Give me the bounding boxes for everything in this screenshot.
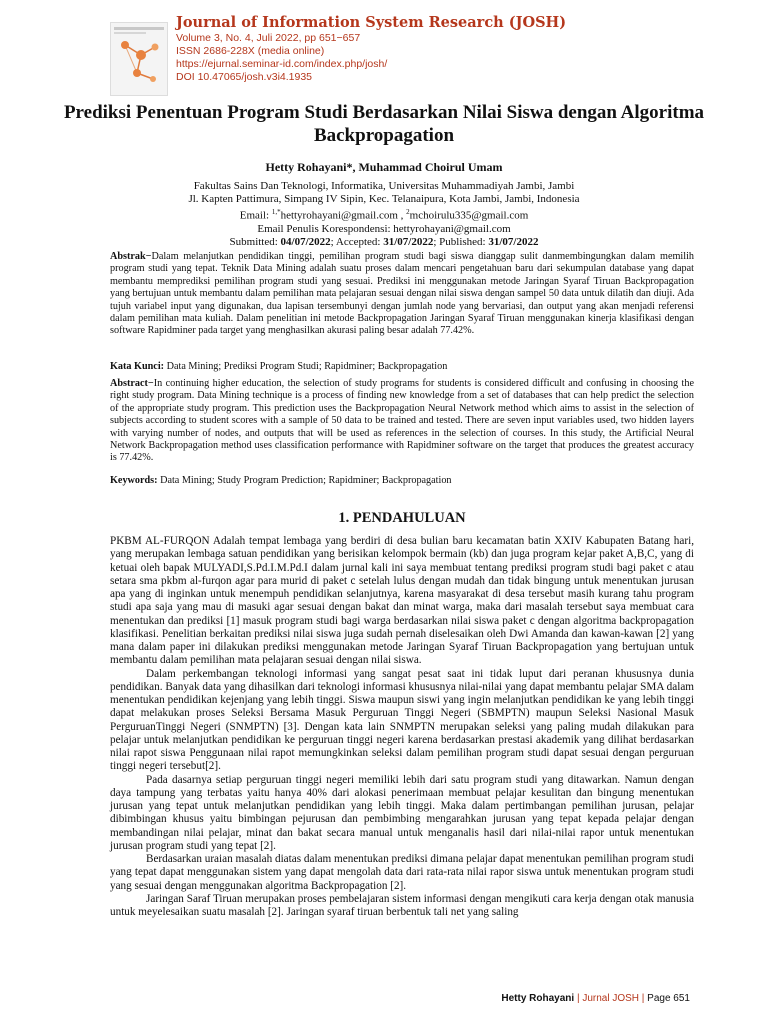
paper-authors: Hetty Rohayani*, Muhammad Choirul Umam [265, 160, 503, 174]
correspondence-email: Email Penulis Korespondensi: hettyrohayani@gmail.com [257, 222, 511, 235]
abstract-english [110, 378, 694, 465]
affiliation-line-1: Fakultas Sains Dan Teknologi, Informatika, Universitas Muhammadiyah Jambi, Jambi [193, 180, 575, 192]
keywords-en-label: Keywords: [110, 475, 161, 486]
keywords-indonesian [110, 361, 694, 373]
keywords-english [110, 475, 694, 487]
email-sup-1: 1,* [271, 208, 281, 216]
body-paragraph-3: Pada dasarnya setiap perguruan tinggi negeri memiliki lebih dari satu program studi yang ditawarkan. Namun dengan daya tampung yang terbatas yaitu hanya 40% dari alokasi penerimaan membuat pelajar kesulitan dan bingung menentukan jurusan yang tepat untuk melanjutkan pendidikan yang lebih tinggi. Maka dalam pertimbangan pemilihan jurusan, pelajar dibimbingan khusus yaitu bimbingan pejurusan dan pembimbing mengarahkan jurusan yang tepat kepada pelajar dengan membandingan nilai pelajar, minat dan bakat secara manual untuk menganalis hasil dari nilai-nilai rapor untuk menentukan jurusan program studi yang tepat [2]. [110, 773, 694, 852]
section-heading: 1. PENDAHULUAN [338, 510, 466, 526]
journal-doi[interactable]: DOI 10.47065/josh.v3i4.1935 [176, 71, 313, 83]
submission-dates [60, 236, 708, 249]
accepted-label: ; Accepted: [330, 235, 384, 248]
published-date: 31/07/2022 [488, 235, 539, 248]
page-footer [500, 993, 690, 1004]
paper-title: Prediksi Penentuan Program Studi Berdasarkan Nilai Siswa dengan Algoritma Backpropagation [63, 102, 705, 146]
journal-info [176, 14, 566, 84]
footer-journal: Jurnal JOSH [582, 993, 640, 1004]
footer-page: Page 651 [647, 993, 690, 1004]
published-label: ; Published: [433, 235, 489, 248]
keywords-en-text: Data Mining; Study Program Prediction; Rapidminer; Backpropagation [160, 475, 452, 486]
abstract-id-text: Dalam melanjutkan pendidikan tinggi, pemilihan program studi bagi siswa dianggap sulit danmembingungkan dalam memilih program studi yang tepat. Teknik Data Mining adalah suatu proses dalam mencari pengetahuan baru dari sekumpulan database yang dapat membantu memprediksi pemilihan program studi yang sesuai. Prediksi ini menggunakan metode Jaringan Syaraf Tiruan Backpropagation yang bertujuan untuk membantu dalam pemilihan mata pelajaran sesuai dengan nilai siswa dengan sampel 50 data untuk dilatih dan diuji. Ada tujuh variabel input yang digunakan, dua lapisan tersembunyi dengan jumlah node yang bervariasi, dan output yang akan menjadi referensi dalam pemilihan mata kuliah. Dalam penelitian ini metode Backpropagation Jaringan Syaraf Tiruan menggunakan kinerja klasifikasi dengan software Rapidminer pada target yang menghasilkan akurasi paling besar adalah 77.42%. [110, 251, 694, 337]
accepted-date: 31/07/2022 [383, 235, 434, 248]
footer-separator-2: | [639, 993, 648, 1004]
affiliation-block [60, 180, 708, 249]
journal-issn: ISSN 2686-228X (media online) [176, 45, 325, 57]
journal-cover-logo [110, 22, 168, 96]
submitted-date: 04/07/2022 [280, 235, 331, 248]
email-2[interactable]: mchoirulu335@gmail.com [409, 209, 529, 222]
body-paragraph-1: PKBM AL-FURQON Adalah tempat lembaga yang berdiri di desa bulian baru kecamatan batin XXIV Kabupaten Batang hari, yang merupakan lembaga satuan pendidikan yang berisikan kelompok bermain (kb) dan juga program kejar paket A,B,C, yang di ketuai oleh bapak MULYADI,S.Pd.I.M.Pd.I dalam jurnal kali ini saya membuat tentang prediksi program studi bagi paket c atau setara sma pkbm al-furqon agar para murid di paket c setelah lulus dengan mudah dan tidak bingung untuk menentukan jurusan apa yang di inginkan untuk menempuh pendidikan selanjutnya, karena masyarakat di desa tersebut masih kurang tahu program studi apa saja yang mau di masuki agar sesuai dengan bakat dan minat warga, maka dari masalah tersebut saya membuat cara menentukan dan prediksi [1] masuk program studi bagi warga berdasarkan nilai siswa paket c dengan algoritma backpropagation klasifikasi. Penelitian berkaitan prediksi nilai siswa juga sudah pernah diselesaikan oleh Dwi Amanda dan kawan-kawan [2] yang mana dalam paper ini dilakukan prediksi menggunakan metode Jaringan Syaraf Tiruan Backpropagation yang bertujuan untuk membantu dalam pemilihan mata pelajaran sesuai dengan nilai siswa. [110, 535, 694, 667]
body-paragraph-4: Berdasarkan uraian masalah diatas dalam menentukan prediksi dimana pelajar dapat menentukan pemilihan program studi yang tepat dapat menggunakan sistem yang dapat mengolah data dari rata-rata nilai rapor siswa untuk menentukan program studi yang sesuai dengan menggunakan algoritma Backpropagation [2]. [110, 853, 694, 892]
submitted-label: Submitted: [229, 235, 281, 248]
body-text [110, 535, 694, 919]
network-graphic-icon [111, 23, 167, 95]
body-paragraph-5: Jaringan Saraf Tiruan merupakan proses pembelajaran sistem informasi dengan mengikuti cara kerja dengan otak manusia untuk meyelesaikan suatu masalah [2]. Jaringan syaraf tiruan berbentuk tali net yang saling [110, 892, 694, 918]
journal-url[interactable]: https://ejurnal.seminar-id.com/index.php/josh/ [176, 58, 388, 70]
abstract-id-label: Abstrak− [110, 251, 152, 262]
abstract-en-label: Abstract− [110, 378, 154, 389]
footer-author: Hetty Rohayani [501, 993, 575, 1004]
keywords-id-label: Kata Kunci: [110, 361, 167, 372]
keywords-id-text: Data Mining; Prediksi Program Studi; Rapidminer; Backpropagation [166, 361, 448, 372]
affiliation-line-2: Jl. Kapten Pattimura, Simpang IV Sipin, Kec. Telanaipura, Kota Jambi, Jambi, Indonesia [188, 193, 580, 205]
journal-name: Journal of Information System Research (JOSH) [176, 14, 567, 31]
journal-volume: Volume 3, No. 4, Juli 2022, pp 651−657 [176, 32, 361, 44]
email-line [60, 206, 708, 223]
journal-header [110, 14, 710, 96]
email-prefix: Email: [239, 209, 272, 222]
abstract-en-text: In continuing higher education, the selection of study programs for students is considered difficult and confusing in choosing the right study program. Data Mining technique is a process of finding new knowledge from a set of databases that can help predict the selection of the appropriate study program. This prediction uses the Backpropagation Neural Network method which aims to assist in the selection of subjects according to student scores with a sample of 50 data to be trained and tested. There are seven input variables used, two hidden layers with varying number of nodes, and outputs that will be used as references in the selection of courses. In this study, the Artificial Neural Network Backpropagation method uses classification performance with Rapidminer software on the target that produces the greatest accuracy is 77.42%. [110, 378, 694, 464]
email-sup-2: 2 [406, 208, 410, 216]
footer-separator-1: | [574, 993, 583, 1004]
abstract-indonesian [110, 251, 694, 338]
email-1[interactable]: hettyrohayani@gmail.com , [280, 209, 407, 222]
body-paragraph-2: Dalam perkembangan teknologi informasi yang sangat pesat saat ini tidak luput dari peranan khususnya dunia pendidikan. Banyak data yang dihasilkan dari teknologi informasi khususnya nilai-nilai yang dapat membantu pelajar SMA dalam menentukan pendidikan kejenjang yang lebih tinggi. Siswa maupun siswi yang ingin melanjutkan pendidikan ke yang lebih tinggi dapat melakukan proses Seleksi Bersama Masuk Perguruan Tinggi Negeri (SBMPTN) maupun Seleksi Nasional Masuk PerguruanTinggi Negeri (SNMPTN) [3]. Dengan kata lain SNMPTN merupakan seleksi yang paling mudah dilakukan para pelajar untuk melanjutkan pendidikan ke perguruan tinggi negeri karena berdasarkan prestasi akademik yang dilihat berdasarkan nilai rapot siswa Penggunaan nilai rapot memungkinkan seleksi dalam pemilihan program studi dapat sesuai dengan perguruan tinggi negeri tersebut[2]. [110, 667, 694, 773]
